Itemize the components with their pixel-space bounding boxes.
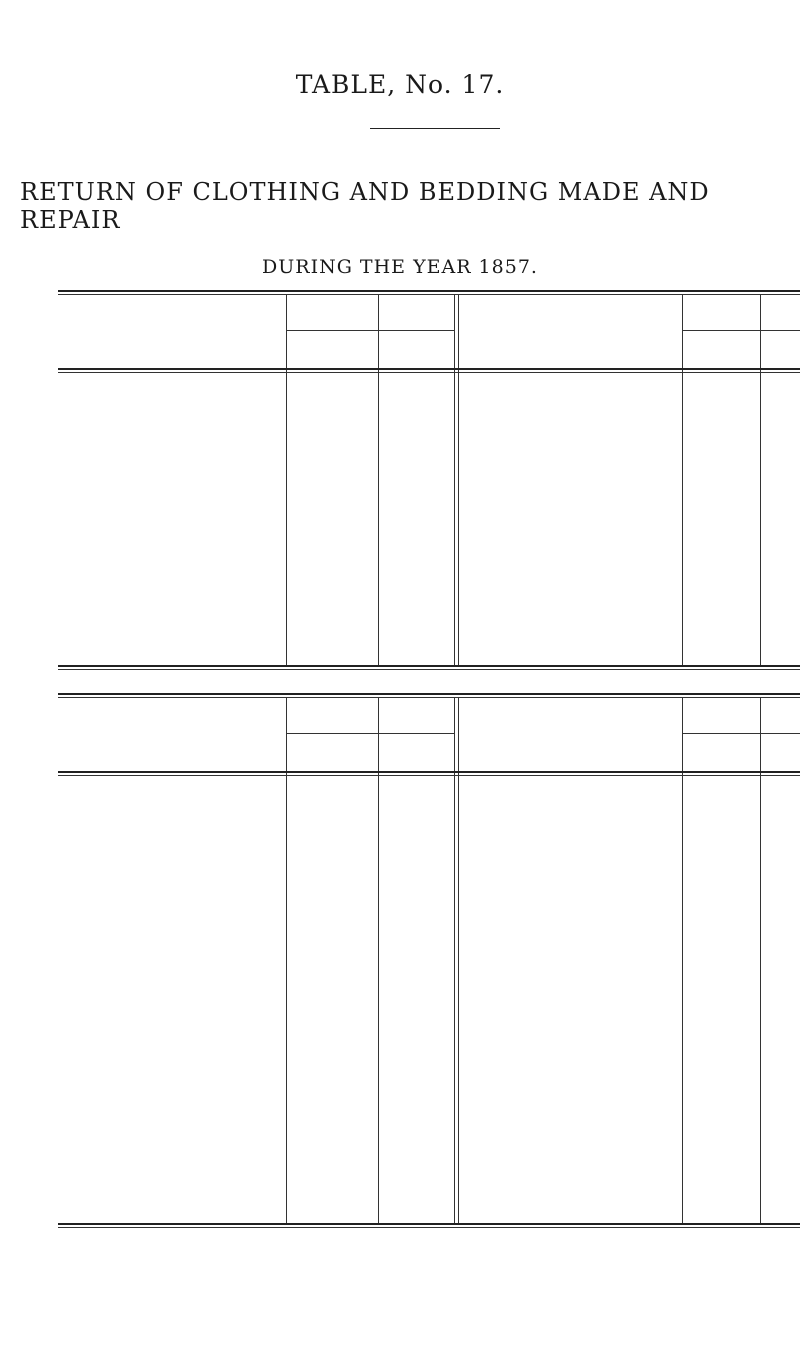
top-rule-2 xyxy=(58,294,800,295)
bottom-rule xyxy=(58,665,800,667)
header-rule-2 xyxy=(58,372,800,373)
bedding-table xyxy=(58,693,800,1233)
header-rule-2 xyxy=(58,775,800,776)
subheader-rule xyxy=(682,733,800,734)
subheader-rule xyxy=(286,330,454,331)
subheader-rule xyxy=(286,733,454,734)
top-rule-2 xyxy=(58,697,800,698)
page-subtitle: DURING THE YEAR 1857. xyxy=(262,256,538,278)
top-rule xyxy=(58,290,800,292)
bottom-rule-2 xyxy=(58,1227,800,1228)
bottom-rule-2 xyxy=(58,669,800,670)
table-number: TABLE, No. 17. xyxy=(295,70,505,99)
rule-short xyxy=(370,128,500,129)
column-divider xyxy=(682,294,683,665)
page-title: RETURN OF CLOTHING AND BEDDING MADE AND REPAIR xyxy=(20,178,710,234)
subheader-rule xyxy=(682,330,800,331)
top-rule xyxy=(58,693,800,695)
header-rule xyxy=(58,368,800,370)
double-divider xyxy=(454,294,459,665)
bottom-rule xyxy=(58,1223,800,1225)
column-divider xyxy=(286,294,287,665)
column-divider xyxy=(378,294,379,665)
column-divider xyxy=(760,294,761,665)
header-rule xyxy=(58,771,800,773)
